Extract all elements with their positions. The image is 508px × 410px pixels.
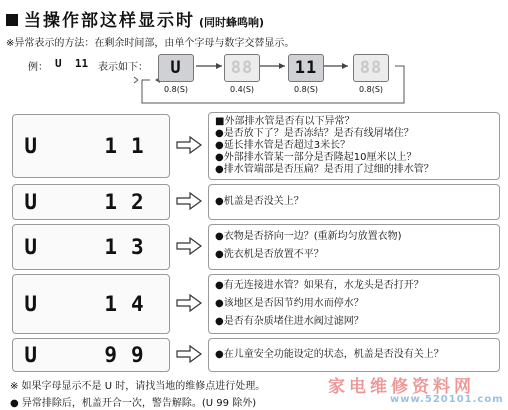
example-prefix: 例： bbox=[28, 62, 48, 73]
example-time-4: 0.8(S) bbox=[358, 85, 384, 94]
title-sub: (同时蜂鸣响) bbox=[199, 16, 265, 29]
arrow-right-icon bbox=[176, 192, 202, 210]
title-main: 当操作部这样显示时 bbox=[24, 11, 195, 31]
example-frame-4: 88 bbox=[353, 54, 389, 82]
arrow-right-icon bbox=[176, 136, 202, 154]
code-display-u99: U 99 bbox=[12, 338, 170, 372]
watermark-url: www.520101.com bbox=[390, 394, 504, 405]
code-display-u14: U 14 bbox=[12, 274, 170, 334]
example-time-2: 0.4(S) bbox=[229, 85, 255, 94]
cause-line: ●机盖是否没关上？ bbox=[215, 196, 304, 207]
code-display-u12: U 12 bbox=[12, 184, 170, 220]
example-time-3: 0.8(S) bbox=[293, 85, 319, 94]
example-code: U 11 bbox=[55, 57, 89, 70]
cause-line: ●衣物是否挤向一边？(重新均匀放置衣物) bbox=[215, 231, 402, 242]
cause-line: ●洗衣机是否放置不平？ bbox=[215, 249, 324, 260]
example-time-1: 0.8(S) bbox=[163, 85, 189, 94]
cause-box-u14 bbox=[208, 274, 500, 334]
cause-line: ●有无连接进水管？如果有，水龙头是否打开？ bbox=[215, 280, 424, 291]
example-frame-1: U bbox=[158, 54, 194, 82]
example-frame-3: 11 bbox=[288, 54, 324, 82]
example-frame-2: 88 bbox=[224, 54, 260, 82]
footer-note-1: ※ 如果字母显示不是 U 时，请找当地的维修点进行处理。 bbox=[10, 381, 266, 392]
watermark-text: 家电维修资料网 bbox=[328, 377, 475, 397]
footer-note-2: ● 异常排除后，机盖开合一次，警告解除。(U 99 除外) bbox=[10, 398, 257, 409]
cause-line: ●排水管端部是否压扁？是否用了过细的排水管？ bbox=[215, 164, 434, 175]
cause-box-u11 bbox=[208, 112, 500, 180]
cause-box-u13 bbox=[208, 224, 500, 270]
code-display-u11: U 11 bbox=[12, 114, 170, 178]
cause-line: ●延长排水管是否超过3米长？ bbox=[215, 140, 351, 151]
cause-line: ●该地区是否因节约用水而停水？ bbox=[215, 298, 364, 309]
arrow-right-icon bbox=[176, 345, 202, 363]
arrow-right-icon bbox=[176, 294, 202, 312]
cause-line: ■外部排水管是否有以下异常？ bbox=[215, 116, 355, 127]
cause-line: ●在儿童安全功能设定的状态，机盖是否没有关上？ bbox=[215, 349, 444, 360]
cause-line: ●是否放下了？是否冻结？是否有线屑堵住？ bbox=[215, 128, 414, 139]
arrow-right-icon bbox=[176, 237, 202, 255]
cause-box-u99 bbox=[208, 338, 500, 372]
intro-note: ※异常表示的方法：在剩余时间部，由单个字母与数字交替显示。 bbox=[6, 38, 295, 49]
code-display-u13: U 13 bbox=[12, 224, 170, 270]
cause-line: ●是否有杂质堵住进水阀过滤网？ bbox=[215, 316, 364, 327]
cause-box-u12 bbox=[208, 184, 500, 220]
example-suffix: 表示如下： bbox=[98, 62, 148, 73]
cause-line: ●外部排水管某一部分是否隆起10厘米以上？ bbox=[215, 152, 417, 163]
